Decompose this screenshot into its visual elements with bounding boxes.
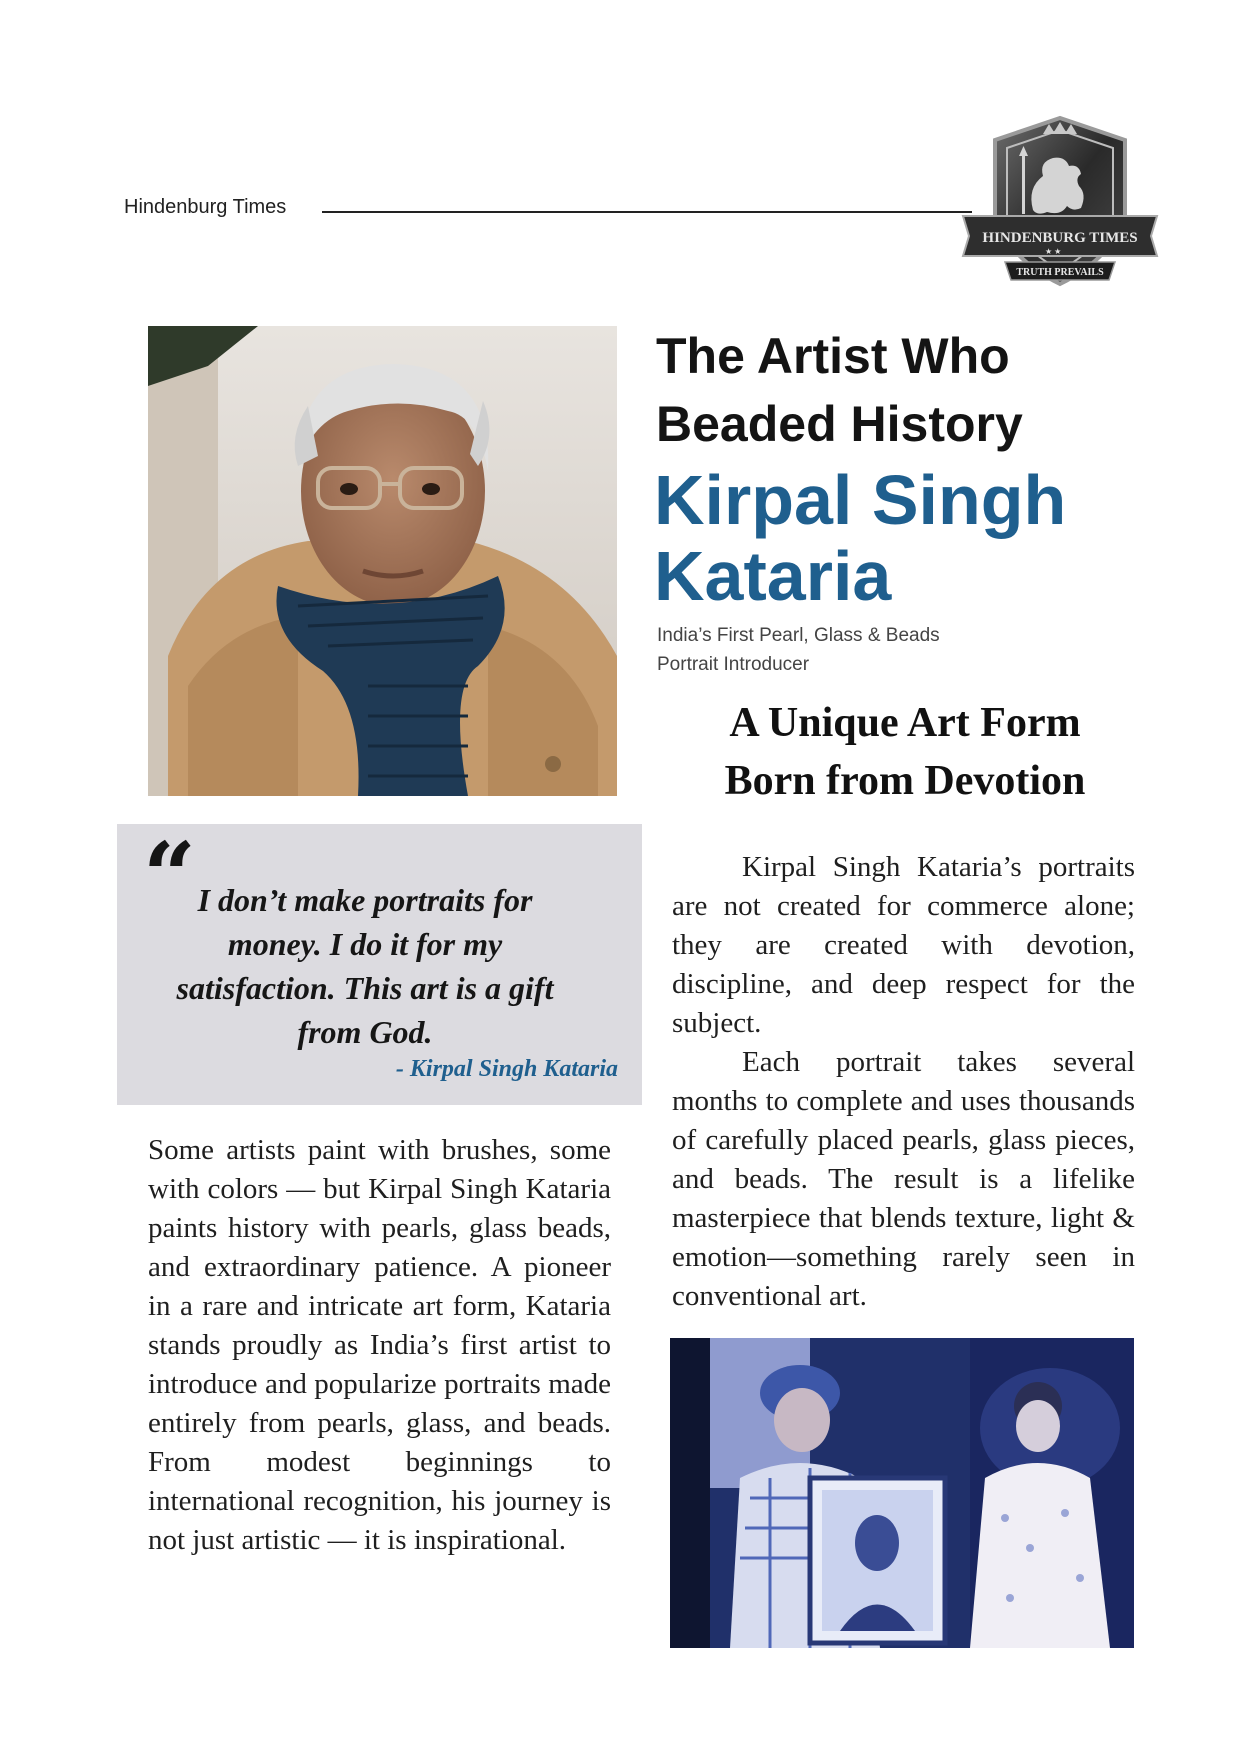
portrait-photo-kirpal-singh-kataria xyxy=(148,326,617,796)
section-title-line-2: Born from Devotion xyxy=(724,758,1086,804)
article-intro-paragraph: Some artists paint with brushes, some with colors — but Kirpal Singh Kataria paints history with pearls, glass beads, and extraordinary patience. A pioneer in a rare and intricate art form, Kataria stands proudly as India’s first artist to introduce and popularize portraits made entirely from pearls, glass, and beads. From modest beginnings to international recognition, his journey is not just artistic — it is inspirational. xyxy=(148,1134,611,1556)
artist-name-line-1: Kirpal Singh xyxy=(654,461,1067,539)
hindenburg-times-crest-logo xyxy=(955,112,1165,297)
quote-mark-icon: “ xyxy=(143,822,196,930)
section-title-line-1: A Unique Art Form xyxy=(729,700,1081,746)
pull-quote-attribution: - Kirpal Singh Kataria xyxy=(395,1056,618,1082)
historic-photo-portrait-presentation xyxy=(670,1338,1134,1648)
article-body-column xyxy=(672,848,1135,1316)
body-paragraph-1: Kirpal Singh Kataria’s portraits are not created for commerce alone; they are created with devotion, discipline, and deep respect for the subject. xyxy=(672,851,1135,1039)
artist-subtitle xyxy=(657,621,1057,679)
publication-name: Hindenburg Times xyxy=(124,196,287,218)
headline-line-1: The Artist Who xyxy=(656,328,1010,384)
subtitle-line-2: Portrait Introducer xyxy=(657,654,810,675)
pull-quote-text: I don’t make portraits for money. I do it for my satisfaction. This art is a gift from God. xyxy=(176,882,554,1050)
svg-text:★ ★: ★ ★ xyxy=(1045,247,1062,256)
artist-name xyxy=(654,462,1194,614)
pull-quote-box xyxy=(117,824,642,1105)
artist-name-line-2: Kataria xyxy=(654,537,892,615)
subtitle-line-1: India’s First Pearl, Glass & Beads xyxy=(657,625,940,646)
section-title xyxy=(660,694,1150,810)
svg-text:HINDENBURG TIMES: HINDENBURG TIMES xyxy=(982,230,1138,246)
headline-line-2: Beaded History xyxy=(656,396,1023,452)
svg-text:TRUTH PREVAILS: TRUTH PREVAILS xyxy=(1016,267,1104,278)
header-rule xyxy=(322,211,972,213)
body-paragraph-2: Each portrait takes several months to complete and uses thousands of carefully placed pearls, glass pieces, and beads. The result is a lifelike masterpiece that blends texture, light & emotion—something rarely seen in conventional art. xyxy=(672,1046,1135,1312)
headline xyxy=(656,322,1176,458)
